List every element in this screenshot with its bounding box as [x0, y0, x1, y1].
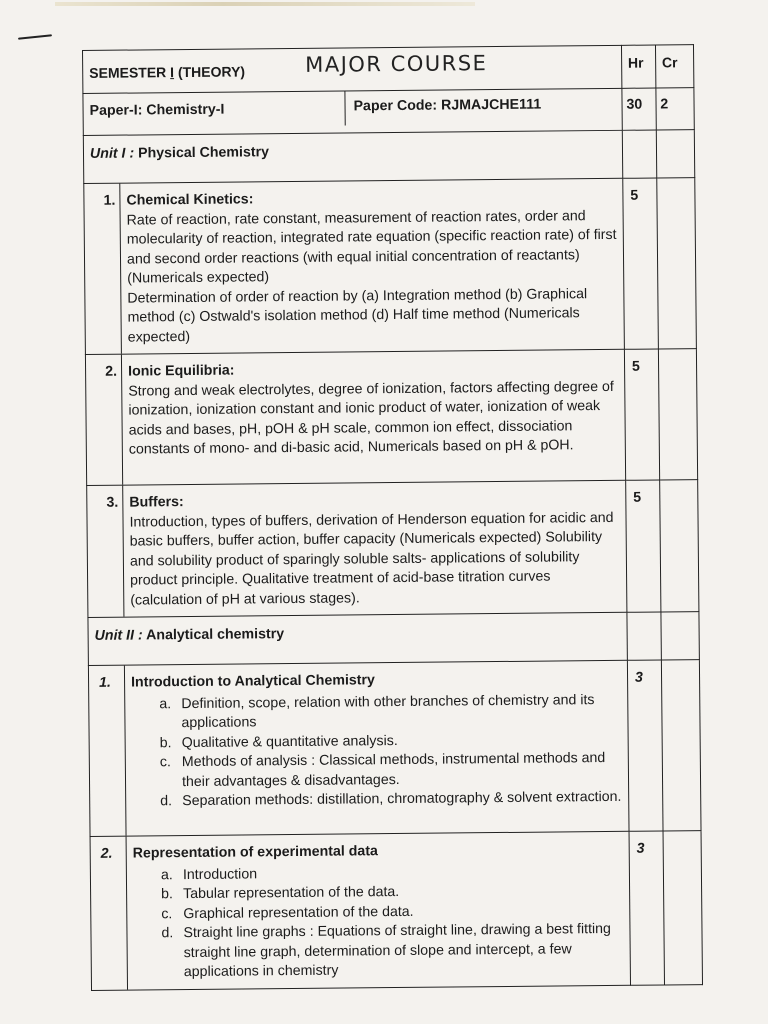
semester-row: [83, 45, 694, 94]
topic-row: [84, 178, 697, 355]
unit-2-row: [88, 612, 699, 666]
topic-description: Strong and weak electrolytes, degree of ionization, factors affecting degree of ionization, ionization constant and ionic product of water, ionization of weak acids and bases, pH, pOH & pH scale, common ion effect, dissociation constants of mono- and di-basic acid, Numericals based on pH & pOH.: [128, 378, 614, 458]
topic-description-2: Determination of order of reaction by (a) Integration method (b) Graphical method (c) Ostwald's isolation method (d) Half time method (Numericals expected): [127, 285, 588, 346]
topic-title: Ionic Equilibria:: [128, 362, 235, 380]
paper-credits: 2: [656, 88, 695, 130]
topic-hours: 3: [629, 831, 664, 985]
topic-title: Chemical Kinetics:: [126, 191, 254, 209]
subtopic-item: b. Tabular representation of the data.: [161, 883, 400, 903]
topic-number: 1.: [89, 666, 127, 836]
cr-column-header: Cr: [655, 45, 694, 88]
topic-hours: 5: [623, 178, 659, 349]
paper-cell: [83, 88, 622, 135]
paper-row: [83, 88, 694, 136]
topic-description: Introduction, types of buffers, derivation of Henderson equation for acidic and basic buffers, buffer action, buffer capacity (Numericals expected) Solubility and solubility product of sparingly soluble salts- applications of solubility product principle. Qualitative treatment of acid-base titration curves (calculation of pH at various stages).: [129, 509, 614, 609]
subtopic-list: [133, 861, 624, 983]
topic-title: Introduction to Analytical Chemistry: [130, 672, 375, 691]
pen-mark: [18, 34, 52, 40]
topic-title: Representation of experimental data: [132, 843, 378, 862]
topic-title: Buffers:: [129, 494, 184, 511]
subtopic-item: d. Straight line graphs : Equations of straight line, drawing a best fitting straight line graph, determination of slope and intercept, a few applications in chemistry: [161, 920, 611, 981]
scan-top-stripe: [55, 2, 475, 6]
syllabus-table: [82, 44, 703, 990]
topic-number: 1.: [84, 184, 122, 354]
hr-column-header: Hr: [621, 45, 655, 88]
semester-cell: [83, 45, 622, 93]
topic-row: [88, 660, 701, 837]
topic-buffers: [87, 480, 627, 617]
topic-experimental-data: [90, 831, 630, 990]
paper-hours: 30: [622, 88, 656, 130]
unit-1-row: [83, 130, 694, 184]
semester-label: SEMESTER I (THEORY): [89, 63, 246, 81]
subtopic-item: d. Separation methods: distillation, chromatography & solvent extraction.: [160, 788, 622, 810]
unit-1-heading: Unit I : Physical Chemistry: [83, 130, 622, 183]
topic-row: [85, 349, 697, 486]
subtopic-item: c. Methods of analysis : Classical methods, instrumental methods and their advantages & disadvantages.: [159, 750, 606, 790]
topic-analytical-intro: [88, 660, 628, 836]
topic-description: Rate of reaction, rate constant, measurement of reaction rates, order and molecularity of reaction, integrated rate equation (specific reaction rate) of first and second order reactions (with equal initial concentration of reactants) (Numericals expected): [126, 207, 617, 287]
subtopic-item: c. Graphical representation of the data.: [161, 903, 414, 922]
syllabus-sheet: [82, 44, 705, 990]
paper-code: Paper Code: RJMAJCHE111: [353, 96, 542, 115]
subtopic-item: b. Qualitative & quantitative analysis.: [159, 732, 398, 751]
unit-2-heading: Unit II : Analytical chemistry: [88, 612, 627, 665]
topic-chemical-kinetics: [84, 178, 624, 354]
subtopic-item: a. Definition, scope, relation with other branches of chemistry and its applications: [159, 691, 595, 732]
topic-number: 2.: [86, 355, 123, 485]
paper-name: Paper-I: Chemistry-I: [83, 91, 345, 128]
topic-row: [87, 480, 699, 618]
topic-hours: 3: [627, 660, 663, 831]
topic-row: [90, 831, 702, 990]
topic-number: 3.: [87, 486, 124, 617]
subtopic-item: a. Introduction: [160, 865, 258, 883]
topic-hours: 5: [624, 349, 659, 480]
subtopic-list: [131, 690, 622, 812]
handwritten-title: MAJOR COURSE: [305, 51, 488, 77]
topic-hours: 5: [626, 480, 661, 612]
topic-number: 2.: [91, 837, 128, 990]
topic-ionic-equilibria: [85, 349, 625, 485]
